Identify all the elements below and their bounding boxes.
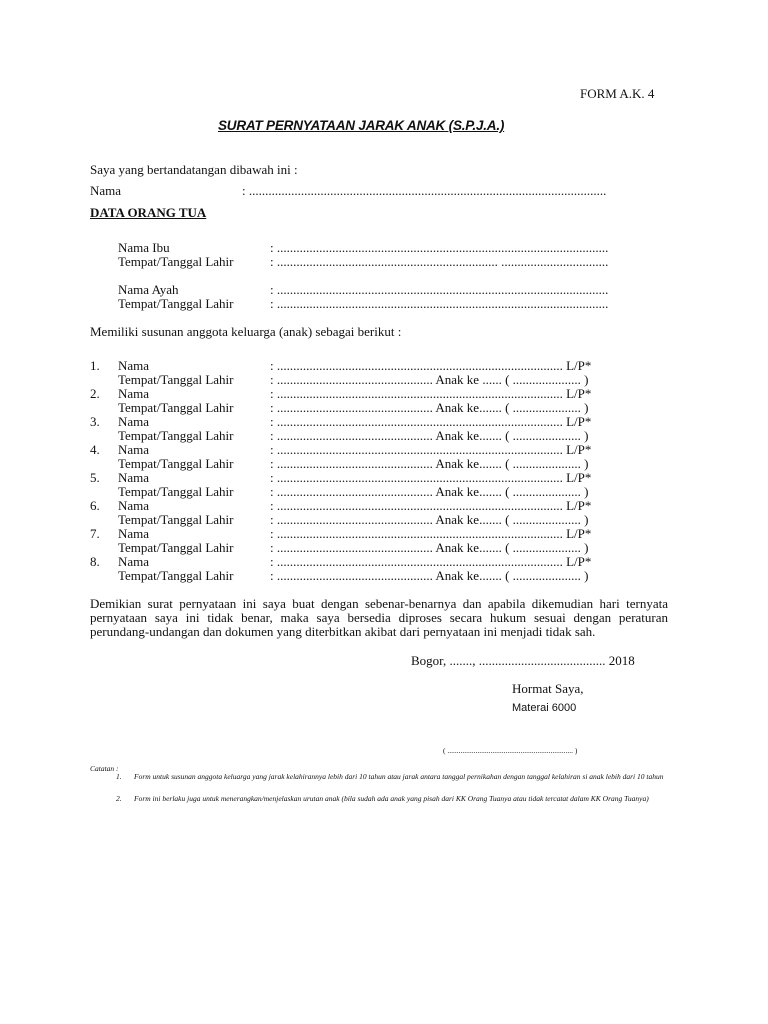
parent-label-ibu-ttl: Tempat/Tanggal Lahir [118,254,234,269]
child-name-field[interactable]: : ........................................................................................ L/P* [270,414,592,429]
child-ttl-field[interactable]: : ................................................ Anak ke....... ( ..................... ) [270,484,589,499]
intro-text: Saya yang bertandatangan dibawah ini : [90,162,298,177]
nama-label: Nama [90,183,122,198]
parent-field-ibu-ttl[interactable]: : .................................................................... ................................. [270,254,609,269]
child-name-label: Nama [118,498,150,513]
child-name-label: Nama [118,470,150,485]
form-code: FORM A.K. 4 [580,86,655,101]
note-number: 1. [116,772,122,781]
child-ttl-label: Tempat/Tanggal Lahir [118,540,234,555]
child-ttl-field[interactable]: : ................................................ Anak ke....... ( ..................... ) [270,400,589,415]
child-name-field[interactable]: : ........................................................................................ L/P* [270,358,592,373]
child-ttl-label: Tempat/Tanggal Lahir [118,484,234,499]
nama-field[interactable]: : .............................................................................................................. [242,183,607,198]
section-data-orang-tua: DATA ORANG TUA [90,205,207,220]
child-name-label: Nama [118,526,150,541]
child-number: 6. [90,498,100,513]
place-date[interactable]: Bogor, ......., ....................................... 2018 [411,653,635,668]
child-ttl-field[interactable]: : ................................................ Anak ke....... ( ..................... ) [270,428,589,443]
child-ttl-label: Tempat/Tanggal Lahir [118,568,234,583]
child-number: 2. [90,386,100,401]
child-number: 4. [90,442,100,457]
child-name-label: Nama [118,358,150,373]
child-name-field[interactable]: : ........................................................................................ L/P* [270,554,592,569]
child-ttl-label: Tempat/Tanggal Lahir [118,400,234,415]
page-title: SURAT PERNYATAAN JARAK ANAK (S.P.J.A.) [218,118,505,133]
child-ttl-label: Tempat/Tanggal Lahir [118,512,234,527]
parent-label-ibu: Nama Ibu [118,240,170,255]
child-name-label: Nama [118,442,150,457]
child-name-label: Nama [118,554,150,569]
child-name-label: Nama [118,386,150,401]
family-intro: Memiliki susunan anggota keluarga (anak) sebagai berikut : [90,324,402,339]
child-ttl-field[interactable]: : ................................................ Anak ke ...... ( ..................... ) [270,372,589,387]
note-text: Form ini berlaku juga untuk menerangkan/menjelaskan urutan anak (bila sudah ada anak yang pisah dari KK Orang Tuanya atau tidak tercatat dalam KK Orang Tuanya) [134,794,649,803]
child-number: 8. [90,554,100,569]
parent-field-ayah[interactable]: : ...................................................................................................... [270,282,609,297]
signature-line[interactable]: ( ................................................................... ) [443,746,578,755]
child-ttl-label: Tempat/Tanggal Lahir [118,372,234,387]
notes-title: Catatan : [90,764,119,773]
child-name-field[interactable]: : ........................................................................................ L/P* [270,498,592,513]
child-number: 3. [90,414,100,429]
child-ttl-label: Tempat/Tanggal Lahir [118,456,234,471]
child-name-field[interactable]: : ........................................................................................ L/P* [270,442,592,457]
child-ttl-field[interactable]: : ................................................ Anak ke....... ( ..................... ) [270,568,589,583]
parent-label-ayah-ttl: Tempat/Tanggal Lahir [118,296,234,311]
child-name-field[interactable]: : ........................................................................................ L/P* [270,470,592,485]
statement-paragraph: Demikian surat pernyataan ini saya buat dengan sebenar-benarnya dan apabila dikemudian hari ternyata pernyataan saya ini tidak benar, maka saya bersedia diproses secara hukum sesuai dengan peraturan perundang-undangan dan dokumen yang diterbitkan akibat dari pernyataan ini menjadi tidak sah. [90,596,668,639]
parent-field-ayah-ttl[interactable]: : ...................................................................................................... [270,296,609,311]
child-name-field[interactable]: : ........................................................................................ L/P* [270,526,592,541]
child-name-label: Nama [118,414,150,429]
parent-field-ibu[interactable]: : ...................................................................................................... [270,240,609,255]
stamp-label: Materai 6000 [512,702,577,714]
child-number: 7. [90,526,100,541]
note-text: Form untuk susunan anggota keluarga yang jarak kelahirannya lebih dari 10 tahun atau jarak antara tanggal pernikahan dengan tanggal kelahiran si anak lebih dari 10 tahun [134,772,664,781]
child-ttl-field[interactable]: : ................................................ Anak ke....... ( ..................... ) [270,540,589,555]
note-number: 2. [116,794,122,803]
child-ttl-field[interactable]: : ................................................ Anak ke....... ( ..................... ) [270,456,589,471]
child-number: 5. [90,470,100,485]
child-ttl-label: Tempat/Tanggal Lahir [118,428,234,443]
parent-label-ayah: Nama Ayah [118,282,179,297]
child-number: 1. [90,358,100,373]
child-ttl-field[interactable]: : ................................................ Anak ke....... ( ..................... ) [270,512,589,527]
closing-text: Hormat Saya, [512,681,584,696]
child-name-field[interactable]: : ........................................................................................ L/P* [270,386,592,401]
